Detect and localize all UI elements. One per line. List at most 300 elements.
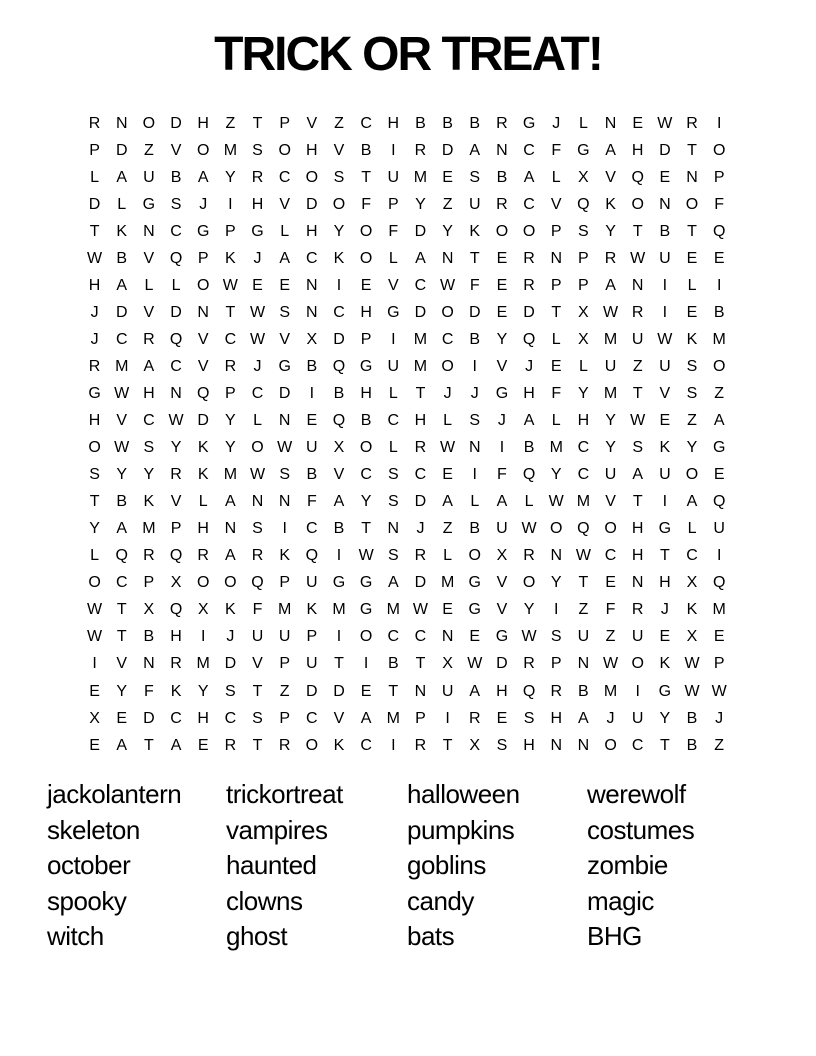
grid-letter: C [170, 222, 182, 240]
grid-letter: J [715, 709, 724, 727]
grid-letter: H [523, 736, 535, 754]
grid-letter: X [686, 574, 698, 592]
grid-letter: H [143, 384, 155, 402]
grid-letter: P [279, 114, 290, 132]
grid-letter: I [554, 601, 559, 619]
word-list-item: costumes [587, 814, 695, 845]
grid-letter: O [305, 736, 319, 754]
grid-letter: V [659, 384, 671, 402]
grid-letter: I [499, 439, 505, 457]
grid-letter: A [578, 709, 589, 727]
grid-letter: W [440, 276, 456, 294]
grid-letter: L [388, 439, 398, 457]
grid-letter: C [170, 357, 182, 375]
grid-letter: M [332, 601, 346, 619]
grid-letter: E [713, 249, 725, 267]
grid-letter: Q [196, 384, 210, 402]
grid-letter: T [632, 384, 643, 402]
grid-letter: T [469, 249, 480, 267]
grid-letter: E [605, 574, 616, 592]
grid-letter: G [359, 601, 373, 619]
grid-letter: V [116, 655, 128, 673]
grid-letter: D [170, 114, 182, 132]
grid-letter: O [359, 222, 373, 240]
grid-letter: Z [144, 141, 154, 159]
grid-letter: A [333, 493, 345, 511]
grid-letter: F [551, 384, 562, 402]
grid-letter: V [116, 412, 128, 430]
grid-letter: B [170, 168, 182, 186]
grid-letter: H [251, 195, 264, 213]
grid-letter: H [577, 412, 590, 430]
grid-letter: E [713, 466, 725, 484]
grid-letter: Q [169, 547, 183, 565]
grid-row [81, 408, 733, 435]
grid-letter: S [279, 466, 290, 484]
grid-letter: J [470, 384, 479, 402]
grid-letter: W [657, 114, 673, 132]
word-list-item: october [47, 850, 131, 880]
grid-letter: O [550, 520, 563, 538]
grid-letter: X [170, 574, 182, 592]
grid-letter: U [143, 168, 155, 186]
grid-letter: H [360, 303, 372, 321]
grid-letter: C [306, 709, 318, 727]
grid-letter: W [548, 493, 564, 511]
grid-letter: A [225, 547, 236, 565]
grid-letter: J [606, 709, 615, 727]
grid-letter: O [305, 168, 319, 186]
grid-letter: S [550, 628, 562, 646]
grid-letter: Y [415, 195, 426, 213]
grid-letter: B [496, 168, 508, 186]
grid-letter: O [522, 574, 536, 592]
grid-letter: R [414, 439, 427, 457]
grid-letter: S [523, 709, 535, 727]
grid-letter: O [441, 357, 454, 375]
grid-letter: B [469, 520, 481, 538]
grid-letter: V [170, 493, 182, 511]
grid-letter: W [249, 330, 266, 348]
grid-letter: G [577, 141, 590, 159]
grid-letter: Y [578, 384, 589, 402]
grid-letter: K [333, 249, 345, 267]
grid-letter: U [631, 628, 644, 646]
grid-letter: B [523, 439, 535, 457]
grid-letter: P [279, 574, 290, 592]
grid-letter: J [525, 357, 534, 375]
grid-letter: U [577, 628, 590, 646]
grid-letter: Z [442, 195, 453, 213]
grid-letter: B [442, 114, 453, 132]
grid-letter: M [115, 357, 129, 375]
grid-letter: S [279, 303, 290, 321]
grid-letter: F [469, 276, 480, 294]
grid-letter: E [360, 682, 372, 700]
grid-letter: V [306, 114, 318, 132]
grid-letter: Y [225, 412, 236, 430]
grid-letter: B [713, 303, 725, 321]
grid-letter: H [659, 574, 671, 592]
grid-row [81, 651, 733, 678]
grid-letter: Y [496, 330, 508, 348]
grid-letter: Y [605, 439, 616, 457]
grid-letter: Q [712, 493, 726, 511]
grid-letter: L [117, 195, 127, 213]
grid-row [81, 705, 733, 732]
grid-letter: R [414, 736, 427, 754]
grid-letter: I [228, 195, 233, 213]
grid-letter: U [631, 709, 644, 727]
grid-letter: D [414, 493, 427, 511]
grid-letter: G [387, 303, 400, 321]
word-list-item: pumpkins [407, 814, 515, 845]
grid-letter: A [496, 493, 508, 511]
grid-letter: H [523, 384, 535, 402]
grid-letter: N [414, 682, 427, 700]
grid-letter: H [496, 682, 508, 700]
word-list-item: goblins [407, 850, 486, 880]
grid-letter: Z [578, 601, 589, 619]
grid-letter: A [605, 141, 616, 159]
grid-letter: V [605, 493, 616, 511]
grid-row [81, 435, 733, 462]
grid-letter: H [631, 141, 644, 159]
grid-row [81, 164, 733, 191]
grid-letter: C [360, 736, 372, 754]
grid-letter: M [603, 330, 618, 348]
grid-letter: C [414, 628, 427, 646]
grid-letter: W [467, 655, 483, 673]
grid-letter: G [142, 195, 156, 213]
grid-letter: R [414, 547, 427, 565]
grid-letter: V [279, 330, 290, 348]
grid-letter: D [306, 195, 318, 213]
grid-letter: O [196, 141, 210, 159]
grid-letter: J [90, 303, 99, 321]
grid-letter: G [251, 222, 264, 240]
grid-letter: I [336, 547, 342, 565]
grid-letter: J [90, 330, 99, 348]
grid-letter: P [550, 655, 562, 673]
grid-letter: S [387, 493, 399, 511]
grid-row [81, 489, 733, 516]
grid-letter: B [360, 141, 372, 159]
grid-letter: P [387, 195, 399, 213]
grid-row [81, 326, 733, 353]
grid-letter: I [309, 384, 315, 402]
grid-letter: R [143, 330, 155, 348]
grid-letter: U [659, 466, 671, 484]
grid-letter: Q [577, 520, 590, 538]
grid-letter: C [360, 114, 372, 132]
grid-letter: Q [169, 330, 183, 348]
grid-letter: S [387, 547, 399, 565]
grid-letter: R [523, 655, 535, 673]
grid-row [81, 299, 733, 326]
grid-row [81, 516, 733, 543]
grid-letter: B [333, 384, 345, 402]
grid-letter: S [225, 682, 236, 700]
grid-letter: C [115, 330, 128, 348]
grid-letter: O [359, 439, 373, 457]
grid-letter: B [686, 736, 698, 754]
grid-letter: E [659, 628, 671, 646]
grid-row [81, 678, 733, 705]
grid-letter: W [630, 412, 646, 430]
grid-letter: S [252, 520, 263, 538]
grid-letter: L [90, 168, 100, 186]
grid-letter: E [496, 709, 508, 727]
grid-letter: W [277, 439, 293, 457]
grid-letter: D [88, 195, 101, 213]
grid-letter: O [196, 574, 210, 592]
grid-letter: P [550, 222, 562, 240]
grid-letter: H [88, 276, 101, 294]
grid-letter: E [469, 628, 481, 646]
grid-letter: U [631, 330, 644, 348]
grid-letter: V [143, 249, 155, 267]
grid-letter: F [252, 601, 263, 619]
grid-letter: W [114, 384, 130, 402]
grid-letter: T [116, 601, 127, 619]
grid-letter: M [440, 574, 455, 592]
grid-letter: D [115, 303, 128, 321]
grid-row [81, 597, 733, 624]
word-list-item: witch [47, 921, 104, 951]
grid-letter: C [143, 412, 155, 430]
grid-letter: Q [169, 249, 183, 267]
grid-letter: Y [550, 574, 562, 592]
grid-letter: P [713, 655, 725, 673]
grid-letter: X [333, 439, 345, 457]
grid-letter: R [88, 357, 101, 375]
grid-letter: T [578, 574, 589, 592]
grid-letter: R [251, 547, 264, 565]
grid-letter: R [496, 114, 508, 132]
grid-letter: C [414, 276, 427, 294]
grid-letter: P [143, 574, 155, 592]
grid-letter: N [631, 276, 644, 294]
grid-letter: D [115, 141, 128, 159]
grid-letter: J [497, 412, 506, 430]
grid-letter: I [391, 141, 396, 159]
grid-letter: H [387, 114, 400, 132]
grid-letter: K [333, 736, 345, 754]
grid-letter: W [87, 601, 103, 619]
grid-letter: P [578, 276, 589, 294]
grid-letter: K [225, 601, 236, 619]
grid-letter: S [632, 439, 644, 457]
grid-letter: N [306, 303, 318, 321]
grid-letter: D [333, 330, 345, 348]
grid-letter: W [521, 628, 537, 646]
grid-letter: E [550, 357, 562, 375]
grid-letter: K [116, 222, 128, 240]
grid-letter: J [226, 628, 235, 646]
grid-letter: M [712, 601, 726, 619]
grid-letter: O [332, 195, 346, 213]
grid-letter: J [253, 249, 262, 267]
grid-letter: N [577, 655, 590, 673]
grid-letter: Y [659, 709, 671, 727]
grid-letter: P [197, 249, 209, 267]
grid-letter: Z [605, 628, 616, 646]
grid-letter: T [687, 141, 697, 159]
grid-letter: S [143, 439, 155, 457]
grid-letter: W [440, 439, 456, 457]
grid-letter: X [469, 736, 481, 754]
grid-letter: C [278, 168, 291, 186]
grid-letter: T [89, 493, 100, 511]
grid-letter: R [251, 168, 264, 186]
grid-letter: T [361, 168, 372, 186]
grid-letter: L [524, 493, 534, 511]
grid-letter: X [686, 628, 698, 646]
grid-row [81, 272, 733, 299]
grid-letter: B [306, 466, 318, 484]
grid-letter: S [686, 357, 698, 375]
grid-letter: R [278, 736, 291, 754]
grid-letter: A [713, 412, 725, 430]
grid-letter: T [442, 736, 453, 754]
grid-row [81, 191, 733, 218]
grid-letter: I [336, 276, 342, 294]
word-list-item: halloween [407, 779, 520, 809]
grid-letter: B [333, 520, 345, 538]
grid-letter: A [116, 520, 128, 538]
grid-letter: L [144, 276, 154, 294]
grid-row [81, 218, 733, 245]
grid-letter: A [116, 168, 128, 186]
grid-letter: I [445, 709, 450, 727]
grid-letter: C [577, 466, 590, 484]
grid-letter: M [413, 168, 428, 186]
grid-letter: N [441, 628, 454, 646]
grid-row [81, 110, 733, 137]
grid-letter: G [495, 384, 509, 402]
grid-letter: I [92, 655, 97, 673]
grid-letter: I [391, 330, 396, 348]
word-list-item: candy [407, 885, 474, 916]
grid-letter: Y [116, 682, 128, 700]
grid-letter: W [87, 628, 103, 646]
grid-letter: W [358, 547, 374, 565]
grid-letter: C [360, 466, 372, 484]
grid-letter: E [197, 736, 209, 754]
grid-letter: E [360, 276, 372, 294]
grid-letter: L [551, 412, 561, 430]
grid-letter: T [144, 736, 154, 754]
grid-letter: D [197, 412, 209, 430]
grid-letter: O [631, 195, 644, 213]
grid-letter: A [469, 682, 481, 700]
grid-letter: A [197, 168, 209, 186]
grid-letter: U [604, 357, 617, 375]
grid-letter: H [360, 384, 372, 402]
grid-letter: Q [115, 547, 128, 565]
grid-letter: M [386, 601, 400, 619]
word-list-item: zombie [587, 850, 668, 880]
grid-letter: I [472, 466, 477, 484]
grid-letter: U [387, 357, 400, 375]
grid-letter: E [632, 114, 644, 132]
grid-letter: L [687, 520, 697, 538]
grid-letter: V [496, 574, 508, 592]
grid-letter: U [278, 628, 291, 646]
grid-letter: R [523, 249, 535, 267]
grid-letter: K [686, 330, 698, 348]
grid-letter: L [280, 222, 290, 240]
grid-letter: W [521, 520, 537, 538]
grid-letter: Y [116, 466, 128, 484]
grid-letter: Q [169, 601, 183, 619]
grid-letter: M [712, 330, 726, 348]
grid-letter: B [143, 628, 155, 646]
grid-letter: G [88, 384, 101, 402]
grid-letter: R [170, 655, 182, 673]
grid-letter: C [441, 330, 454, 348]
grid-letter: Q [712, 574, 726, 592]
grid-letter: H [197, 114, 209, 132]
grid-letter: J [416, 520, 425, 538]
grid-letter: E [306, 412, 318, 430]
grid-letter: F [551, 141, 562, 159]
grid-letter: W [168, 412, 184, 430]
grid-letter: N [143, 222, 155, 240]
grid-letter: G [522, 114, 536, 132]
grid-letter: O [604, 520, 617, 538]
grid-letter: R [170, 466, 182, 484]
grid-letter: E [496, 249, 508, 267]
grid-letter: W [87, 249, 103, 267]
grid-letter: N [468, 439, 481, 457]
grid-letter: J [199, 195, 208, 213]
grid-letter: O [196, 276, 210, 294]
grid-letter: H [414, 412, 427, 430]
grid-letter: I [472, 357, 477, 375]
grid-letter: K [170, 682, 182, 700]
grid-letter: V [333, 141, 345, 159]
grid-letter: F [361, 195, 372, 213]
grid-letter: N [550, 736, 563, 754]
grid-letter: R [686, 114, 698, 132]
grid-letter: Y [225, 168, 236, 186]
grid-letter: T [388, 682, 399, 700]
grid-letter: P [170, 520, 182, 538]
grid-letter: Z [632, 357, 643, 375]
grid-letter: D [523, 303, 535, 321]
grid-letter: X [578, 330, 589, 348]
grid-letter: T [89, 222, 100, 240]
grid-letter: E [659, 412, 671, 430]
grid-letter: L [443, 412, 453, 430]
grid-letter: H [631, 547, 644, 565]
grid-letter: A [523, 168, 535, 186]
grid-letter: T [659, 736, 670, 754]
grid-letter: C [577, 439, 590, 457]
grid-letter: K [659, 439, 671, 457]
grid-letter: Q [577, 195, 590, 213]
grid-letter: I [336, 628, 342, 646]
grid-letter: A [360, 709, 372, 727]
grid-letter: F [306, 493, 317, 511]
grid-letter: B [306, 357, 318, 375]
grid-letter: Y [605, 222, 616, 240]
grid-letter: X [442, 655, 453, 673]
grid-row [81, 380, 733, 407]
grid-letter: J [253, 357, 262, 375]
